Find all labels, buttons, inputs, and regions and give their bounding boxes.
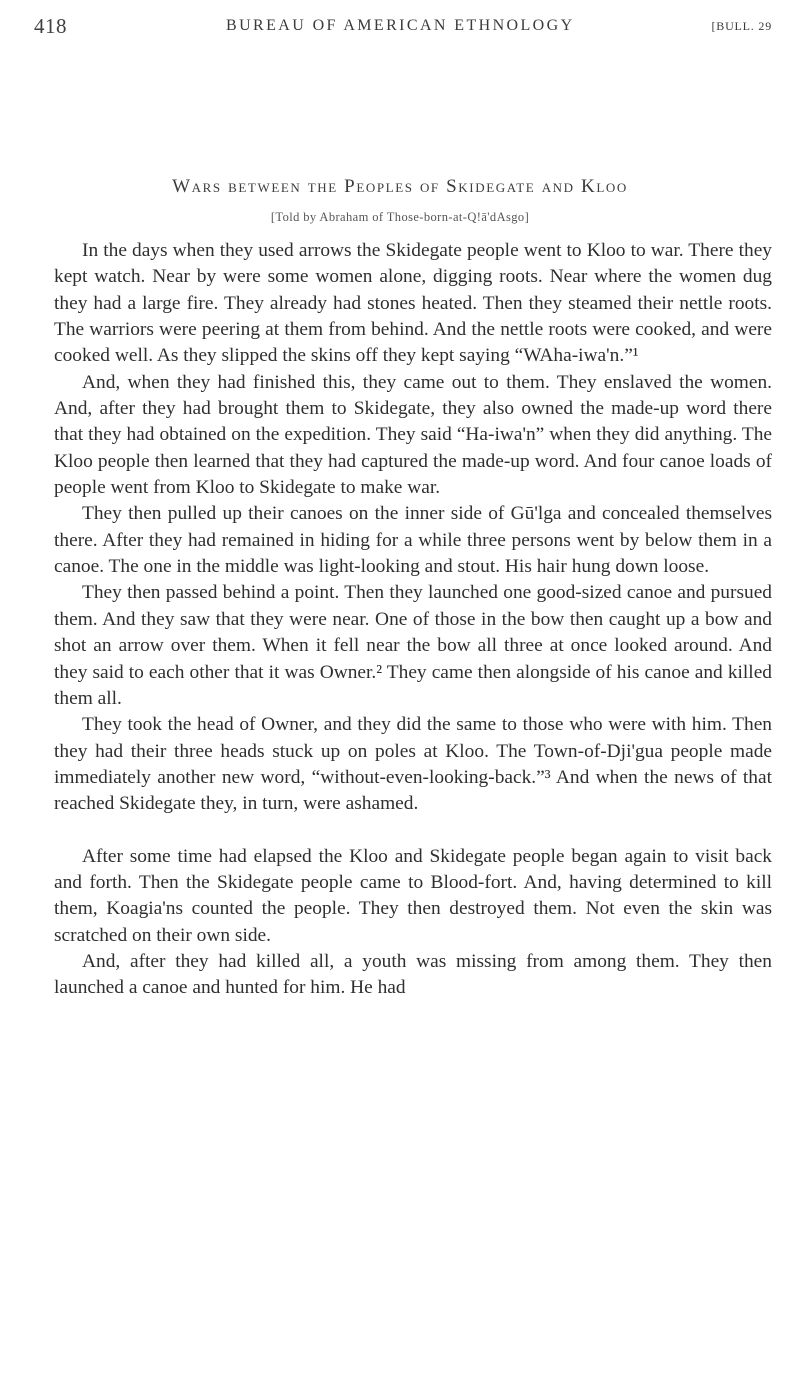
paragraph: And, when they had finished this, they came out to them. They enslaved the women. And, after they had brought them to Skidegate, they also owned the made-up word there that they had obtained on the expedition. They said “Ha-iwa'n” when they did anything. The Kloo people then learned that they had captured the made-up word. And four canoe loads of people went from Kloo to Skidegate to make war.: [54, 371, 772, 499]
bulletin-number: [BULL. 29: [711, 19, 772, 33]
paragraph: In the days when they used arrows the Skidegate people went to Kloo to war. There they kept watch. Near by were some women alone, digging roots. Near where the women dug they had a large fire. They already had stones heated. Then they steamed their nettle roots. The warriors were peering at them from behind. And the nettle roots were cooked, and were cooked well. As they slipped the skins off they kept saying “WAha-iwa'n.”¹: [54, 240, 772, 367]
section-title: Wars between the Peoples of Skidegate and Kloo: [172, 176, 628, 197]
page-number: 418: [34, 14, 67, 38]
paragraph: And, after they had killed all, a youth was missing from among them. They then launched a canoe and hunted for him. He had: [54, 950, 772, 999]
paragraph: They took the head of Owner, and they did the same to those who were with him. Then they had their three heads stuck up on poles at Kloo. The Town-of-Dji'gua people made immediately another new word, “without-even-looking-back.”³ And when the news of that reached Skidegate they, in turn, were ashamed.: [54, 714, 772, 815]
running-head-title: BUREAU OF AMERICAN ETHNOLOGY: [226, 17, 575, 34]
paragraph: They then pulled up their canoes on the inner side of Gū'lga and concealed themselves there. After they had remained in hiding for a while three persons went by below them in a canoe. The one in the middle was light-looking and stout. His hair hung down loose.: [54, 503, 772, 578]
paragraph: They then passed behind a point. Then they launched one good-sized canoe and pursued them. And they saw that they were near. One of those in the bow then caught up a bow and shot an arrow over them. When it fell near the bow all three at once looked around. And they said to each other that it was Owner.² They came then alongside of his canoe and killed them all.: [54, 582, 772, 709]
body-text: [54, 238, 772, 1002]
story-attribution: [Told by Abraham of Those-born-at-Q!ā'dAsgo]: [270, 210, 530, 224]
running-head: [34, 14, 772, 38]
paragraph: After some time had elapsed the Kloo and Skidegate people began again to visit back and forth. Then the Skidegate people came to Blood-fort. And, having determined to kill them, Koagia'ns counted the people. They then destroyed them. Not even the skin was scratched on their own side.: [54, 845, 772, 946]
